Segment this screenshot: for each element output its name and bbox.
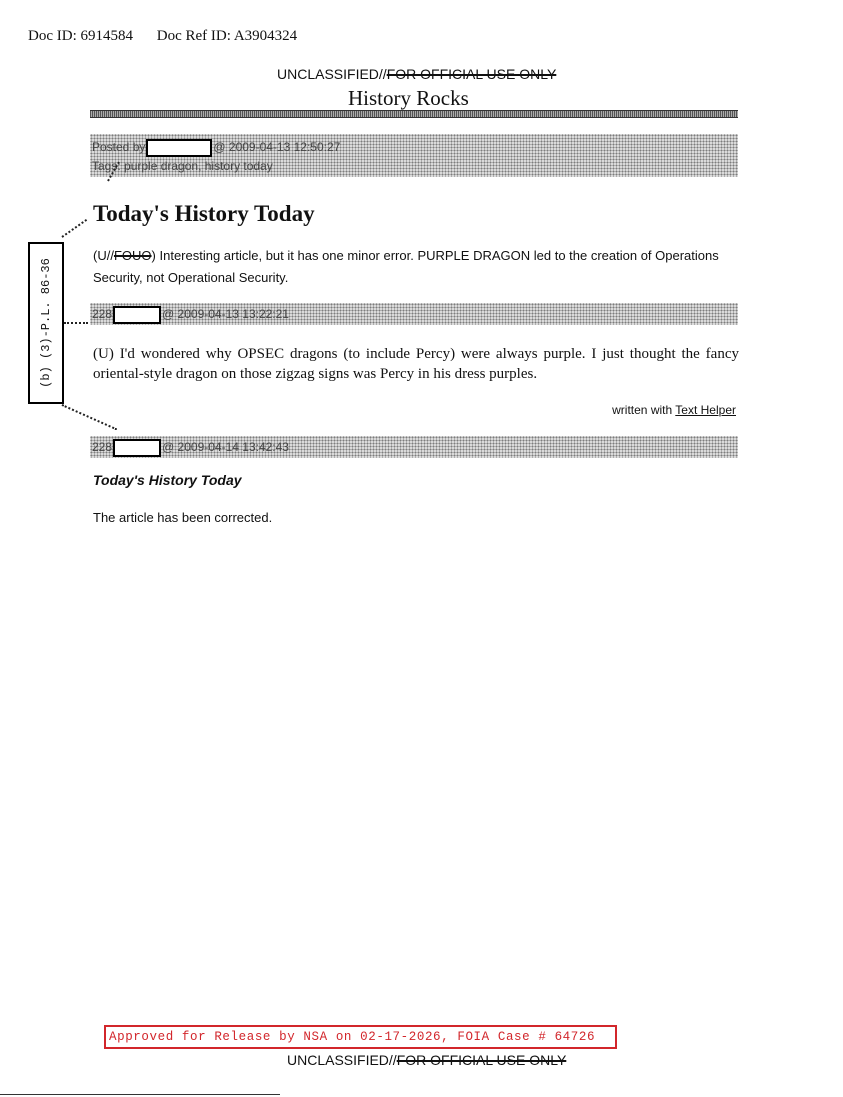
post-body-text: Interesting article, but it has one minor error. PURPLE DRAGON led to the creation of Operations Security, not Operational Security. bbox=[93, 248, 719, 285]
written-with-label: written with bbox=[612, 403, 673, 417]
title-rule bbox=[90, 110, 738, 118]
doc-ref-id: Doc Ref ID: A3904324 bbox=[156, 28, 298, 44]
text-helper-link[interactable]: Text Helper bbox=[675, 403, 736, 417]
classification-top bbox=[277, 66, 556, 82]
reply-id-prefix: 228 bbox=[92, 440, 113, 455]
reply-id-prefix: 228 bbox=[92, 307, 113, 322]
classification-prefix: UNCLASSIFIED// bbox=[277, 66, 387, 82]
exemption-leader-line bbox=[61, 219, 87, 238]
reply-body: The article has been corrected. bbox=[93, 510, 273, 525]
reply-title: Today's History Today bbox=[93, 472, 242, 488]
exemption-leader-line bbox=[62, 404, 118, 430]
redaction-box bbox=[113, 439, 161, 457]
article-heading[interactable]: Today's History Today bbox=[93, 201, 315, 226]
reply-timestamp: @ 2009-04-14 13:42:43 bbox=[162, 440, 289, 455]
release-stamp: Approved for Release by NSA on 02-17-2026, FOIA Case # 64726 bbox=[104, 1025, 617, 1049]
classification-prefix: UNCLASSIFIED// bbox=[287, 1052, 397, 1068]
classification-bottom bbox=[287, 1052, 566, 1068]
reply-meta-bar bbox=[90, 436, 738, 458]
post-meta-bar bbox=[90, 134, 738, 177]
exemption-label: (b) (3)-P.L. 86-36 bbox=[39, 258, 53, 388]
footer-rule bbox=[0, 1094, 280, 1095]
post-body-struck: FOUO bbox=[113, 248, 152, 263]
post-body-prefix: (U// bbox=[93, 248, 114, 263]
posted-by-label: Posted by bbox=[92, 140, 146, 155]
post-body bbox=[93, 245, 733, 289]
reply-meta-bar bbox=[90, 303, 738, 325]
reply-timestamp: @ 2009-04-13 13:22:21 bbox=[162, 307, 289, 322]
document-header bbox=[28, 28, 297, 45]
classification-struck: FOR OFFICIAL USE ONLY bbox=[386, 66, 557, 82]
post-body-suffix: ) bbox=[151, 248, 156, 263]
classification-struck: FOR OFFICIAL USE ONLY bbox=[396, 1052, 567, 1068]
written-with bbox=[612, 403, 736, 417]
post-tags[interactable]: Tags: purple dragon, history today bbox=[92, 159, 273, 173]
exemption-box bbox=[28, 242, 64, 404]
redaction-box bbox=[113, 306, 161, 324]
doc-id: Doc ID: 6914584 bbox=[28, 28, 133, 44]
exemption-leader-line bbox=[64, 322, 88, 324]
reply-body: (U) I'd wondered why OPSEC dragons (to include Percy) were always purple. I just thought the fancy oriental-style dragon on those zigzag signs was Percy in his dress purples. bbox=[93, 346, 739, 382]
page-title: History Rocks bbox=[348, 86, 469, 110]
redaction-box bbox=[146, 139, 212, 157]
post-timestamp: @ 2009-04-13 12:50:27 bbox=[213, 140, 341, 155]
